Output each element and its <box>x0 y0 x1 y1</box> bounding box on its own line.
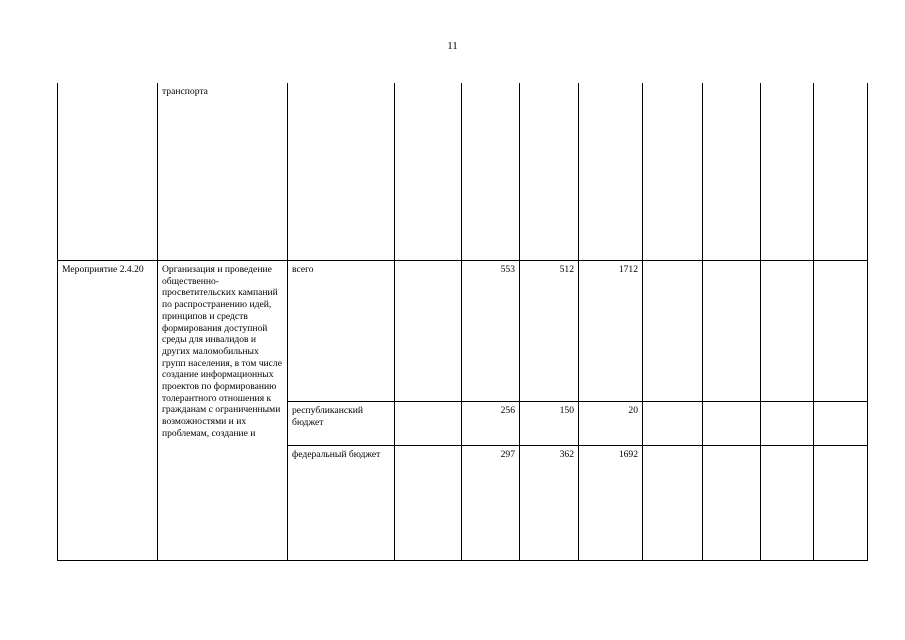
value-cell: 362 <box>520 446 579 561</box>
empty-cell <box>395 261 462 402</box>
measure-description-cell: Организация и проведение общественно-просветительских кампаний по распространению идей, принципов и средств формирования доступной среды для инвалидов и других маломобильных групп населения, в том числе создание информационных проектов по формированию толерантного отношения к гражданам с ограниченными возможностями и их проблемам, создание и <box>158 261 288 561</box>
funding-source-cell: всего <box>288 261 395 402</box>
value-cell: 1692 <box>579 446 643 561</box>
empty-cell <box>761 83 814 261</box>
empty-cell <box>395 402 462 446</box>
empty-cell <box>814 261 868 402</box>
empty-cell <box>703 83 761 261</box>
empty-cell <box>643 446 703 561</box>
empty-cell <box>643 402 703 446</box>
description-tail-cell: транспорта <box>158 83 288 261</box>
value-cell: 512 <box>520 261 579 402</box>
empty-cell <box>761 261 814 402</box>
empty-cell <box>395 446 462 561</box>
empty-cell <box>579 83 643 261</box>
empty-cell <box>462 83 520 261</box>
source-cell <box>288 83 395 261</box>
empty-cell <box>395 83 462 261</box>
empty-cell <box>703 261 761 402</box>
budget-table <box>57 83 868 561</box>
empty-cell <box>520 83 579 261</box>
empty-cell <box>761 402 814 446</box>
empty-cell <box>643 261 703 402</box>
page-number: 11 <box>447 40 458 52</box>
empty-cell <box>814 402 868 446</box>
empty-cell <box>643 83 703 261</box>
value-cell: 553 <box>462 261 520 402</box>
empty-cell <box>761 446 814 561</box>
value-cell: 1712 <box>579 261 643 402</box>
continuation-row <box>58 83 868 261</box>
empty-cell <box>814 446 868 561</box>
funding-source-cell: республиканский бюджет <box>288 402 395 446</box>
empty-cell <box>703 446 761 561</box>
value-cell: 20 <box>579 402 643 446</box>
value-cell: 297 <box>462 446 520 561</box>
funding-source-cell: федеральный бюджет <box>288 446 395 561</box>
value-cell: 150 <box>520 402 579 446</box>
code-cell <box>58 83 158 261</box>
measure-code-cell: Мероприятие 2.4.20 <box>58 261 158 561</box>
value-cell: 256 <box>462 402 520 446</box>
table-row-total <box>58 261 868 402</box>
empty-cell <box>814 83 868 261</box>
empty-cell <box>703 402 761 446</box>
